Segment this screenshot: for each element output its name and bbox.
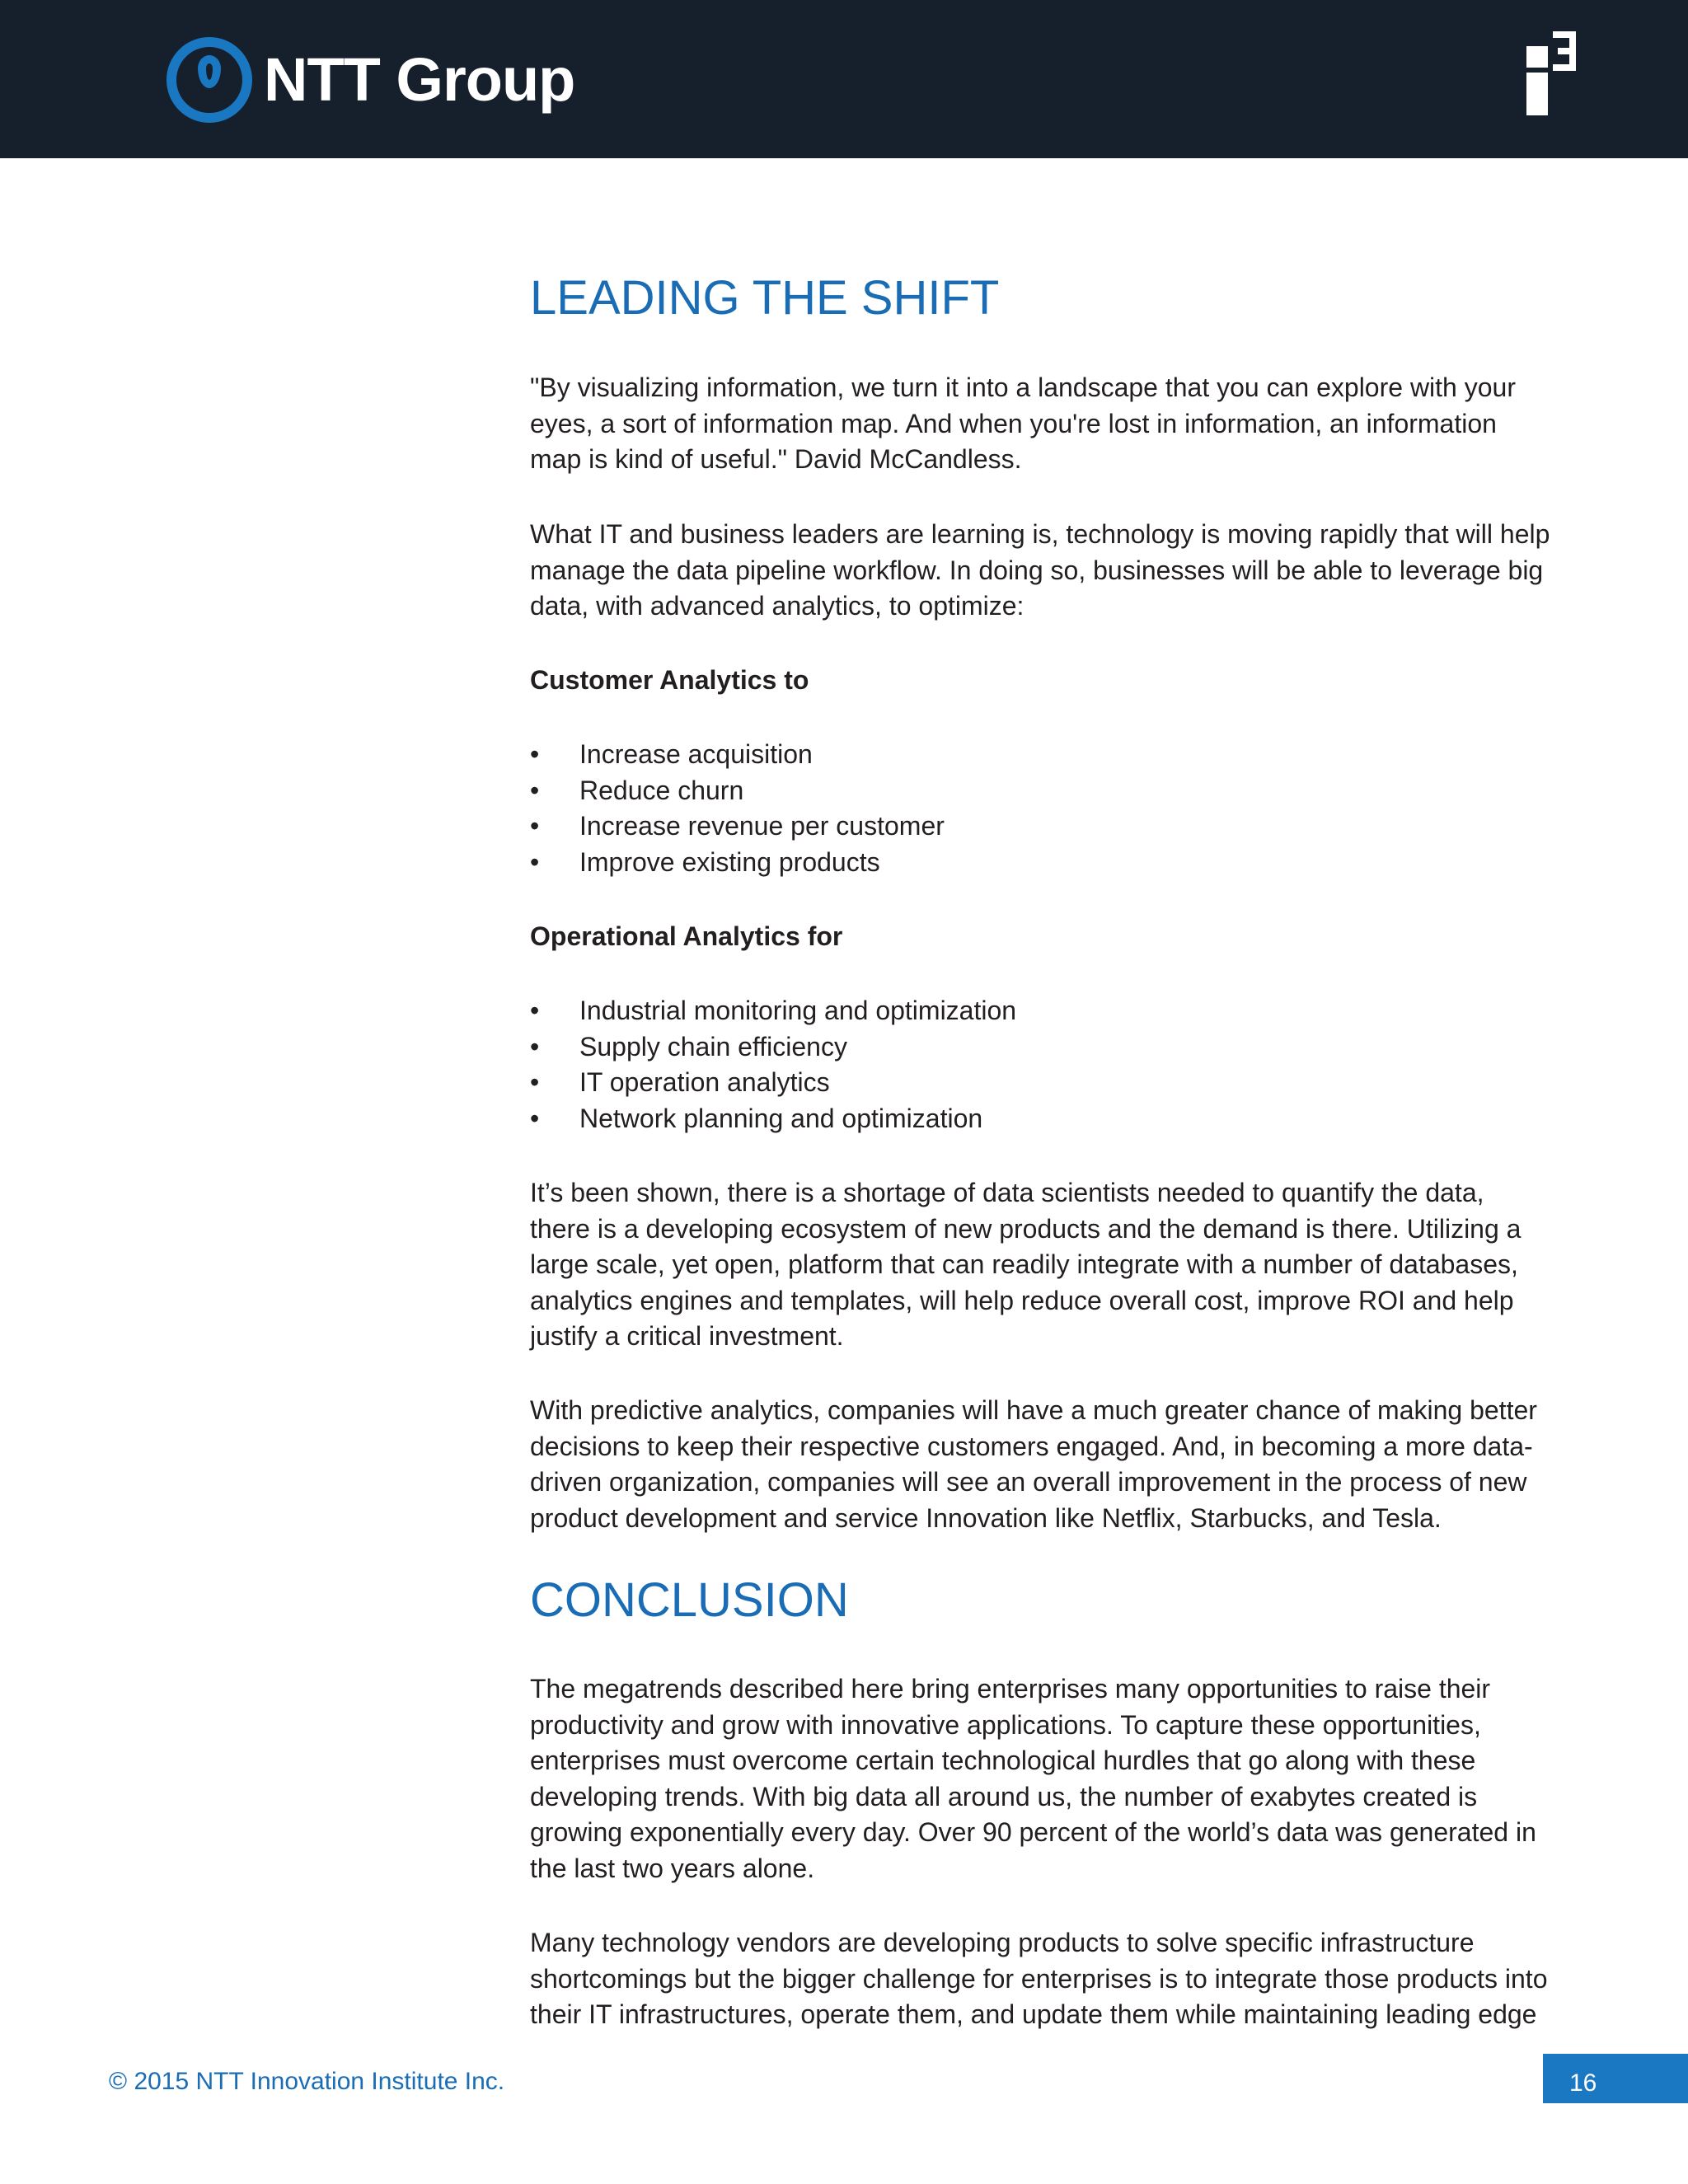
customer-analytics-heading: Customer Analytics to [530,665,809,695]
list-item: • Industrial monitoring and optimization [530,993,1016,1029]
page-number: 16 [1569,2069,1597,2097]
ntt-logo-icon [166,37,252,123]
text-line: map is kind of useful." David McCandless. [530,444,1022,474]
conclusion-paragraph-2 [530,1925,1547,2033]
footer-copyright: © 2015 NTT Innovation Institute Inc. [109,2068,505,2095]
intro-paragraph [530,517,1550,625]
list-item: • Network planning and optimization [530,1101,1016,1137]
section-heading-leading: LEADING THE SHIFT [530,271,1000,325]
brand-text: NTT Group [264,45,575,114]
text-line: product development and service Innovation like Netflix, Starbucks, and Tesla. [530,1502,1442,1533]
page-number-box [1543,2054,1688,2103]
text-line: justify a critical investment. [530,1321,844,1351]
i3-logo-icon [1526,30,1581,115]
text-line: data, with advanced analytics, to optimize: [530,591,1025,621]
text-line: the last two years alone. [530,1853,815,1883]
text-line: driven organization, companies will see an overall improvement in the process of new [530,1467,1527,1497]
list-item: • Improve existing products [530,845,945,881]
ntt-group-logo [166,35,574,125]
text-line: With predictive analytics, companies will have a much greater chance of making better [530,1395,1537,1425]
quote-paragraph [530,370,1516,478]
text-line: there is a developing ecosystem of new products and the demand is there. Utilizing a [530,1213,1522,1244]
text-line: manage the data pipeline workflow. In doing so, businesses will be able to leverage big [530,555,1544,585]
conclusion-paragraph-1 [530,1671,1536,1886]
text-line: "By visualizing information, we turn it into a landscape that you can explore with your [530,373,1516,402]
list-item: • Increase acquisition [530,737,945,773]
customer-analytics-list [530,737,945,880]
list-item: • Increase revenue per customer [530,808,945,845]
text-line: The megatrends described here bring enterprises many opportunities to raise their [530,1674,1491,1704]
text-line: enterprises must overcome certain technological hurdles that go along with these [530,1746,1476,1775]
text-line: It’s been shown, there is a shortage of data scientists needed to quantify the data, [530,1178,1484,1207]
text-line: large scale, yet open, platform that can readily integrate with a number of databases, [530,1249,1518,1279]
text-line: decisions to keep their respective customers engaged. And, in becoming a more data- [530,1431,1533,1461]
shortage-paragraph [530,1175,1521,1355]
predictive-paragraph [530,1393,1537,1536]
text-line: their IT infrastructures, operate them, and update them while maintaining leading edge [530,1999,1537,2029]
text-line: productivity and grow with innovative applications. To capture these opportunities, [530,1709,1481,1740]
text-line: What IT and business leaders are learning is, technology is moving rapidly that will help [530,519,1550,549]
text-line: shortcomings but the bigger challenge for enterprises is to integrate those products into [530,1963,1548,1994]
list-item: • Supply chain efficiency [530,1029,1016,1066]
operational-analytics-heading: Operational Analytics for [530,921,843,951]
text-line: growing exponentially every day. Over 90 percent of the world’s data was generated in [530,1817,1536,1847]
list-item: • IT operation analytics [530,1065,1016,1101]
list-item: • Reduce churn [530,773,945,809]
operational-analytics-list [530,993,1016,1137]
text-line: Many technology vendors are developing products to solve specific infrastructure [530,1928,1475,1957]
text-line: developing trends. With big data all around us, the number of exabytes created is [530,1781,1478,1811]
text-line: analytics engines and templates, will help reduce overall cost, improve ROI and help [530,1285,1514,1315]
text-line: eyes, a sort of information map. And when you're lost in information, an information [530,408,1497,438]
page-header [0,0,1688,158]
section-heading-conclusion: CONCLUSION [530,1573,849,1627]
